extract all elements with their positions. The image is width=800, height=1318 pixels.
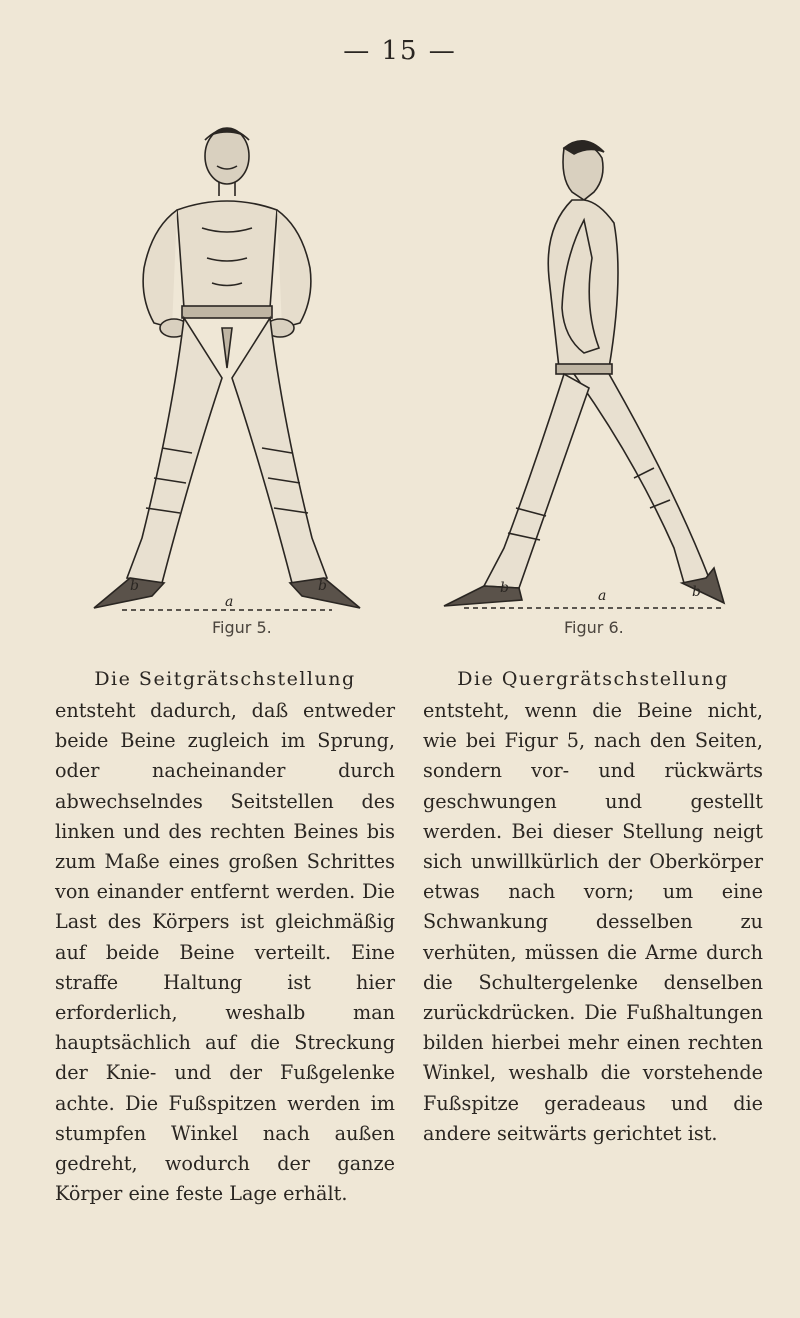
figure-6-label-a: a xyxy=(598,588,607,604)
left-column-body: entsteht dadurch, daß entweder beide Beine zugleich im Sprung, oder nacheinander durch abwechselndes Seitstellen des linken und des rechten Beines bis zum Maße eines großen Schrittes von einander entfernt werden. Die Last des Körpers ist gleichmäßig auf beide Beine verteilt. Eine straffe Haltung ist hier erforderlich, weshalb man hauptsächlich auf die Streckung der Knie- und der Fußgelenke achte. Die Fußspitzen werden im stumpfen Winkel nach außen gedreht, wodurch der ganze Körper eine feste Lage erhält. xyxy=(55,699,395,1206)
right-column-title: Die Quergrätschstellung xyxy=(457,668,729,690)
figure-5-label-b-right: b xyxy=(318,578,327,594)
figure-6-illustration xyxy=(424,128,744,618)
figure-6-label-b-left: b xyxy=(500,580,509,596)
figure-5-drawing xyxy=(82,118,372,618)
figure-5-label-a: a xyxy=(225,594,234,610)
figure-6-drawing xyxy=(424,128,744,618)
right-text-column xyxy=(423,668,763,1149)
figure-5-illustration xyxy=(82,118,372,618)
page-number: — 15 — xyxy=(343,36,457,66)
figure-6-label-b-right: b xyxy=(692,584,701,600)
left-column-title: Die Seitgrätschstellung xyxy=(94,668,356,690)
figure-5-caption: Figur 5. xyxy=(212,618,272,637)
left-text-column xyxy=(55,668,395,1209)
figure-5-label-b-left: b xyxy=(130,578,139,594)
figure-6-caption: Figur 6. xyxy=(564,618,624,637)
right-column-body: entsteht, wenn die Beine nicht, wie bei Figur 5, nach den Seiten, sondern vor- und rückwärts geschwungen und gestellt werden. Bei dieser Stellung neigt sich unwillkürlich der Oberkörper etwas nach vorn; um eine Schwankung desselben zu verhüten, müssen die Arme durch die Schultergelenke denselben zurückdrücken. Die Fußhaltungen bilden hierbei mehr einen rechten Winkel, weshalb die vorstehende Fußspitze geradeaus und die andere seitwärts gerichtet ist. xyxy=(423,699,763,1145)
